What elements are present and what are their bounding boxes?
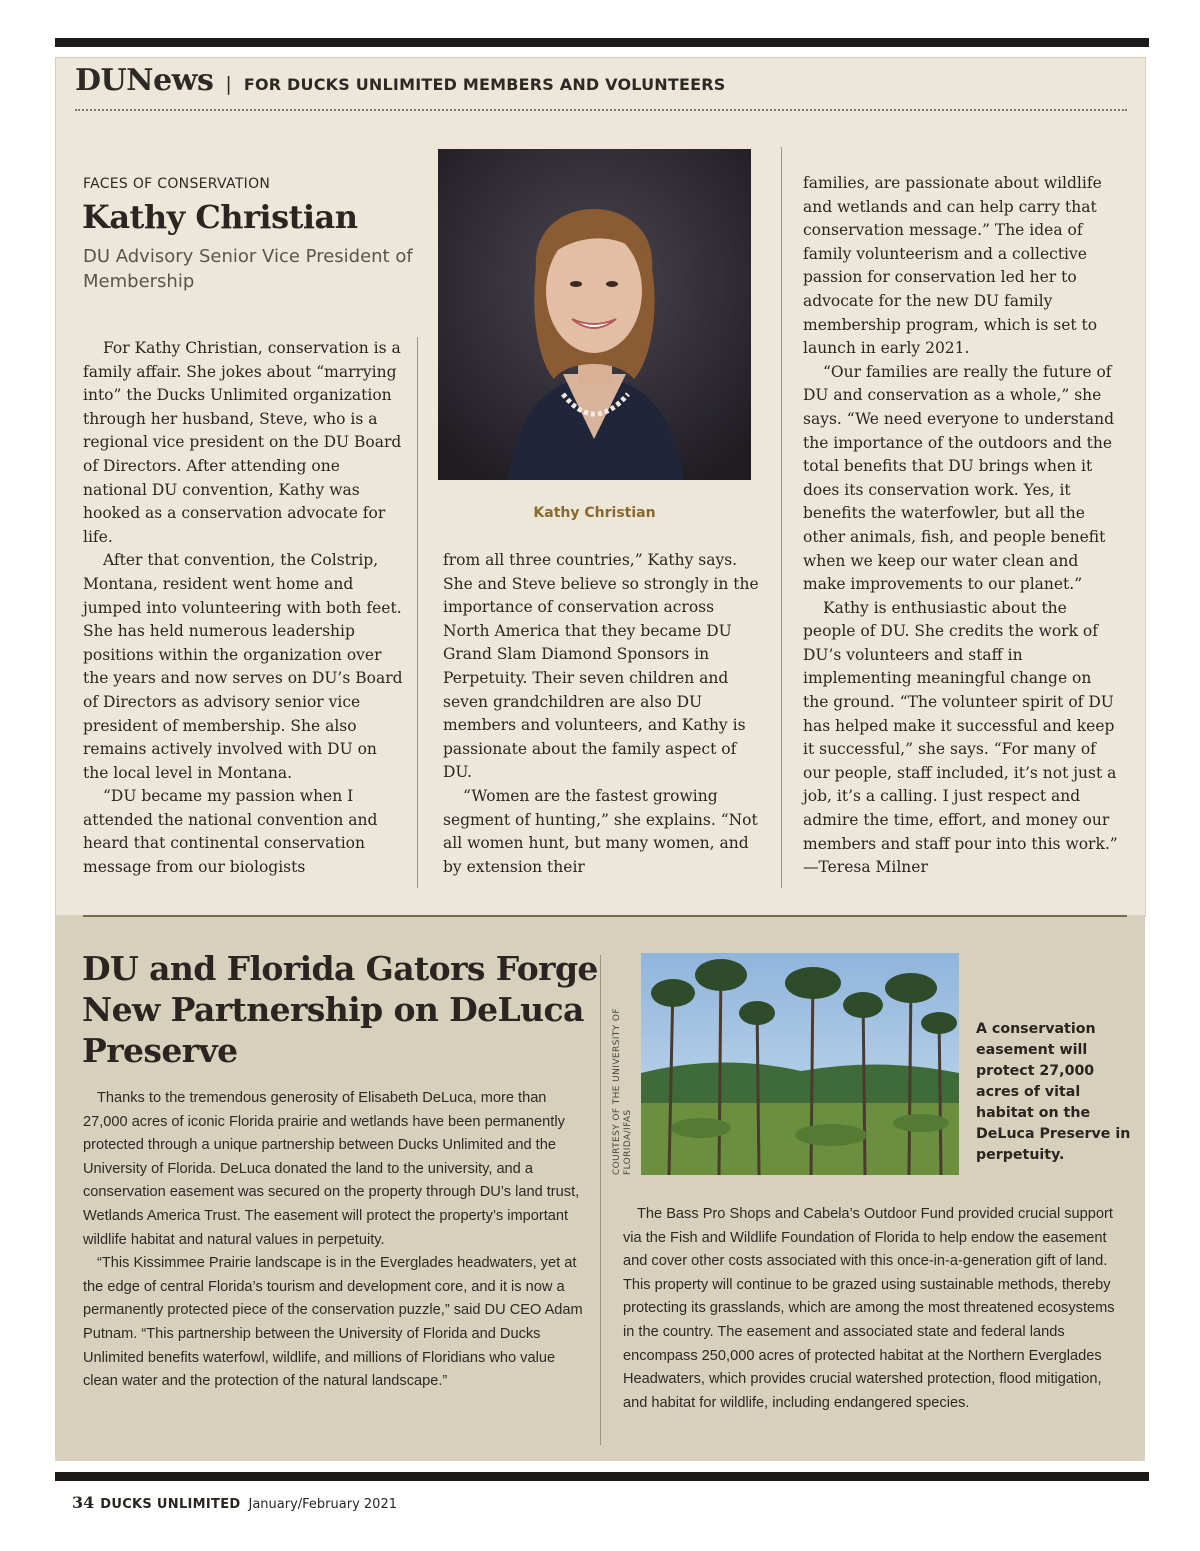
magazine-name: DUCKS UNLIMITED (100, 1497, 241, 1512)
masthead-separator: | (225, 73, 232, 95)
photo-credit: COURTESY OF THE UNIVERSITY OF FLORIDA/IFAS (612, 1008, 633, 1175)
page-number: 34 (72, 1493, 95, 1512)
issue-date: January/February 2021 (248, 1497, 397, 1512)
paragraph: For Kathy Christian, conservation is a family affair. She jokes about “marrying into” the Ducks Unlimited organization through her husband, Steve, who is a regional vice president on the DU Board of Directors. After attending one national DU convention, Kathy was hooked as a conservation advocate for life. (83, 339, 402, 546)
paragraph: from all three countries,” Kathy says. She and Steve believe so strongly in the importance of conservation across North America that they became DU Grand Slam Diamond Sponsors in Perpetuity. Their seven children and seven grandchildren are also DU members and volunteers, and Kathy is passionate about the family aspect of DU. (443, 551, 759, 782)
portrait-caption: Kathy Christian (533, 505, 656, 521)
masthead (75, 63, 726, 103)
kathy-portrait-photo (438, 149, 751, 480)
profile-kicker: FACES OF CONSERVATION (83, 176, 271, 192)
section-divider (83, 915, 1127, 917)
paragraph: The Bass Pro Shops and Cabela’s Outdoor Fund provided crucial support via the Fish and Wildlife Foundation of Florida to help endow the easement and cover other costs associated with this once-in-a-generation gift of land. This property will continue to be grazed using sustainable methods, thereby protecting its grasslands, which are among the most threatened ecosystems in the country. The easement and associated state and federal lands encompass 250,000 acres of protected habitat at the Northern Everglades Headwaters, which provides crucial watershed protection, flood mitigation, and habitat for wildlife, including endangered species. (623, 1206, 1115, 1411)
page-footer (72, 1493, 397, 1512)
profile-column-2 (443, 549, 763, 879)
paragraph: “DU became my passion when I attended the national convention and heard that continental conservation message from our biologists (83, 787, 378, 877)
bottom-rule (55, 1472, 1149, 1481)
story-headline: DU and Florida Gators Forge New Partnership on DeLuca Preserve (82, 949, 598, 1070)
landscape-illustration (641, 953, 959, 1175)
paragraph: “Women are the fastest growing segment of hunting,” she explains. “Not all women hunt, but many women, and by extension their (443, 786, 758, 876)
column-rule (781, 147, 782, 888)
top-rule (55, 38, 1149, 47)
story-column-2 (623, 1203, 1123, 1415)
paragraph: Kathy is enthusiastic about the people of DU. She credits the work of DU’s volunteers and staff in implementing meaningful change on the ground. “The volunteer spirit of DU has helped make it successful and keep it successful,” she says. “For many of our people, staff included, it’s not just a job, it’s a calling. I just respect and admire the time, effort, and money our members and staff pour into this work.” —Teresa Milner (803, 598, 1118, 877)
column-rule (417, 337, 418, 888)
column-rule (600, 955, 601, 1445)
profile-column-3 (803, 172, 1121, 880)
profile-name: Kathy Christian (82, 198, 358, 236)
paragraph: Thanks to the tremendous generosity of Elisabeth DeLuca, more than 27,000 acres of iconic Florida prairie and wetlands have been permanently protected through a unique partnership between Ducks Unlimited and the University of Florida. DeLuca donated the land to the university, and a conservation easement was secured on the property through DU’s land trust, Wetlands America Trust. The easement will protect the property’s important wildlife habitat and natural values in perpetuity. (83, 1090, 580, 1248)
paragraph: “This Kissimmee Prairie landscape is in the Everglades headwaters, yet at the edge of central Florida’s tourism and development core, and it is now a permanently protected piece of the conservation puzzle,” said DU CEO Adam Putnam. “This partnership between the University of Florida and Ducks Unlimited benefits waterfowl, wildlife, and millions of Floridians who value clean water and the protection of the natural landscape.” (83, 1255, 583, 1390)
landscape-caption: A conservation easement will protect 27,000 acres of vital habitat on the DeLuca Preserve in perpetuity. (976, 1021, 1131, 1163)
masthead-subtitle: FOR DUCKS UNLIMITED MEMBERS AND VOLUNTEERS (243, 75, 726, 94)
section-brand: DUNews (75, 63, 214, 98)
profile-column-1 (83, 337, 403, 880)
paragraph: “Our families are really the future of DU and conservation as a whole,” she says. “We need everyone to understand the importance of the outdoors and the total benefits that DU brings when it does its conservation work. Yes, it benefits the waterfowler, but all the other animals, fish, and people benefit when we keep our water clean and make improvements to our planet.” (803, 362, 1115, 594)
paragraph: After that convention, the Colstrip, Montana, resident went home and jumped into volunteering with both feet. She has held numerous leadership positions within the organization over the years and now serves on DU’s Board of Directors as advisory senior vice president of membership. She also remains actively involved with DU on the local level in Montana. (83, 551, 403, 782)
profile-role: DU Advisory Senior Vice President of Membership (83, 246, 413, 292)
story-column-1 (83, 1087, 583, 1394)
pine-savanna-photo (641, 953, 959, 1175)
portrait-illustration (438, 149, 751, 480)
paragraph: families, are passionate about wildlife and wetlands and can help carry that conservation message.” The idea of family volunteerism and a collective passion for conservation led her to advocate for the new DU family membership program, which is set to launch in early 2021. (803, 174, 1102, 358)
dotted-divider (75, 109, 1127, 111)
